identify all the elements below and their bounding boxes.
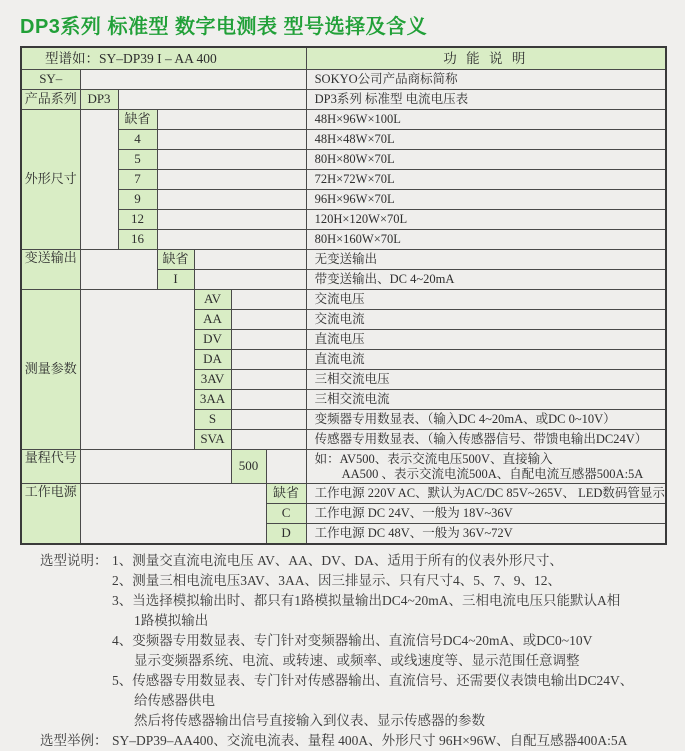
measure-section-label: 测量参数: [21, 290, 80, 450]
header-model-example: 型谱如：SY–DP39 I – AA 400: [21, 47, 306, 70]
note-line-4-cont: 显示变频器系统、电流、或转速、或频率、或线速度等、显示范围任意调整: [134, 653, 580, 668]
power-code-2: D: [266, 524, 306, 545]
empty-cell: [80, 250, 157, 290]
measure-code-7: SVA: [194, 430, 231, 450]
measure-code-4: 3AV: [194, 370, 231, 390]
empty-cell: [157, 210, 306, 230]
empty-cell: [157, 170, 306, 190]
row-sy: [21, 70, 666, 90]
size-section-label: 外形尺寸: [21, 110, 80, 250]
transmit-code-1: I: [157, 270, 194, 290]
measure-desc-1: 交流电流: [306, 310, 666, 330]
measure-code-0: AV: [194, 290, 231, 310]
transmit-desc-0: 无变送输出: [306, 250, 666, 270]
transmit-section-label: 变送输出: [21, 250, 80, 290]
empty-cell: [118, 90, 306, 110]
range-desc: [306, 450, 666, 484]
example-label: 选型举例：: [40, 733, 108, 748]
measure-code-3: DA: [194, 350, 231, 370]
header-row: [21, 47, 666, 70]
note-line-4: 4、变频器专用数显表、专门针对变频器输出、直流信号DC4~20mA、或DC0~10V: [112, 633, 593, 648]
empty-cell: [80, 484, 266, 545]
row-transmit-0: [21, 250, 666, 270]
empty-cell: [231, 290, 306, 310]
power-desc-2: 工作电源 DC 48V、一般为 36V~72V: [306, 524, 666, 545]
empty-cell: [231, 330, 306, 350]
transmit-desc-1: 带变送输出、DC 4~20mA: [306, 270, 666, 290]
empty-cell: [157, 150, 306, 170]
empty-cell: [80, 110, 118, 250]
size-code-0: 缺省: [118, 110, 157, 130]
page-title: DP3系列 标准型 数字电测表 型号选择及含义: [20, 16, 428, 38]
measure-desc-2: 直流电压: [306, 330, 666, 350]
note-line-5-cont1: 给传感器供电: [134, 693, 215, 708]
measure-desc-7: 传感器专用数显表、（输入传感器信号、带馈电输出DC24V）: [306, 430, 666, 450]
measure-desc-3: 直流电流: [306, 350, 666, 370]
size-desc-2: 80H×80W×70L: [306, 150, 666, 170]
empty-cell: [231, 390, 306, 410]
size-code-6: 16: [118, 230, 157, 250]
sy-desc: SOKYO公司产品商标简称: [306, 70, 666, 90]
size-desc-4: 96H×96W×70L: [306, 190, 666, 210]
series-code: DP3: [80, 90, 118, 110]
note-line-5-cont2: 然后将传感器输出信号直接输入到仪表、显示传感器的参数: [134, 713, 485, 728]
empty-cell: [194, 270, 306, 290]
power-section-label: 工作电源: [21, 484, 80, 545]
power-desc-1: 工作电源 DC 24V、一般为 18V~36V: [306, 504, 666, 524]
size-code-3: 7: [118, 170, 157, 190]
power-code-1: C: [266, 504, 306, 524]
notes-block: [40, 551, 685, 731]
empty-cell: [80, 70, 306, 90]
row-size-0: [21, 110, 666, 130]
measure-code-5: 3AA: [194, 390, 231, 410]
empty-cell: [194, 250, 306, 270]
note-line-3: 3、当选择模拟输出时、都只有1路模拟量输出DC4~20mA、三相电流电压只能默认A相: [112, 593, 621, 608]
example-block: [40, 731, 685, 751]
empty-cell: [157, 230, 306, 250]
range-code: 500: [231, 450, 266, 484]
note-line-1: 1、测量交直流电流电压 AV、AA、DV、DA、适用于所有的仪表外形尺寸、: [112, 553, 563, 568]
series-label: 产品系列: [21, 90, 80, 110]
empty-cell: [231, 350, 306, 370]
notes-lines: [112, 551, 685, 731]
row-power-0: [21, 484, 666, 504]
range-desc-line2: AA500 、表示交流电流500A、自配电流互感器500A:5A: [341, 466, 644, 481]
example-line: SY–DP39–AA400、交流电流表、量程 400A、外形尺寸 96H×96W、自配互感器400A:5A: [112, 733, 628, 748]
row-size-2: [21, 150, 666, 170]
size-code-2: 5: [118, 150, 157, 170]
empty-cell: [80, 450, 231, 484]
empty-cell: [157, 130, 306, 150]
series-desc: DP3系列 标准型 电流电压表: [306, 90, 666, 110]
range-desc-line1: 如：AV500、表示交流电压500V、直接输入: [314, 451, 553, 466]
measure-code-6: S: [194, 410, 231, 430]
note-line-2: 2、测量三相电流电压3AV、3AA、因三排显示、只有尺寸4、5、7、9、12、: [112, 573, 562, 588]
range-section-label: 量程代号: [21, 450, 80, 484]
empty-cell: [157, 110, 306, 130]
row-series: [21, 90, 666, 110]
row-size-1: [21, 130, 666, 150]
notes-label: 选型说明：: [40, 553, 108, 568]
row-measure-0: [21, 290, 666, 310]
empty-cell: [157, 190, 306, 210]
empty-cell: [231, 430, 306, 450]
measure-code-1: AA: [194, 310, 231, 330]
row-size-6: [21, 230, 666, 250]
empty-cell: [231, 410, 306, 430]
empty-cell: [231, 370, 306, 390]
power-desc-0: 工作电源 220V AC、默认为AC/DC 85V~265V、 LED数码管显示: [306, 484, 666, 504]
header-function-title: 功 能 说 明: [306, 47, 666, 70]
empty-cell: [266, 450, 306, 484]
size-desc-3: 72H×72W×70L: [306, 170, 666, 190]
power-code-0: 缺省: [266, 484, 306, 504]
model-selection-table: [20, 46, 667, 545]
measure-desc-6: 变频器专用数显表、（输入DC 4~20mA、或DC 0~10V）: [306, 410, 666, 430]
row-range: [21, 450, 666, 484]
size-desc-5: 120H×120W×70L: [306, 210, 666, 230]
sy-label: SY–: [21, 70, 80, 90]
measure-code-2: DV: [194, 330, 231, 350]
row-size-3: [21, 170, 666, 190]
measure-desc-4: 三相交流电压: [306, 370, 666, 390]
empty-cell: [231, 310, 306, 330]
size-desc-1: 48H×48W×70L: [306, 130, 666, 150]
empty-cell: [80, 290, 194, 450]
transmit-code-0: 缺省: [157, 250, 194, 270]
row-size-4: [21, 190, 666, 210]
row-size-5: [21, 210, 666, 230]
note-line-5: 5、传感器专用数显表、专门针对传感器输出、直流信号、还需要仪表馈电输出DC24V、: [112, 673, 634, 688]
measure-desc-0: 交流电压: [306, 290, 666, 310]
size-code-5: 12: [118, 210, 157, 230]
size-code-4: 9: [118, 190, 157, 210]
size-desc-6: 80H×160W×70L: [306, 230, 666, 250]
size-code-1: 4: [118, 130, 157, 150]
selection-notes: [40, 551, 685, 751]
size-desc-0: 48H×96W×100L: [306, 110, 666, 130]
note-line-3-cont: 1路模拟输出: [134, 613, 209, 628]
measure-desc-5: 三相交流电流: [306, 390, 666, 410]
